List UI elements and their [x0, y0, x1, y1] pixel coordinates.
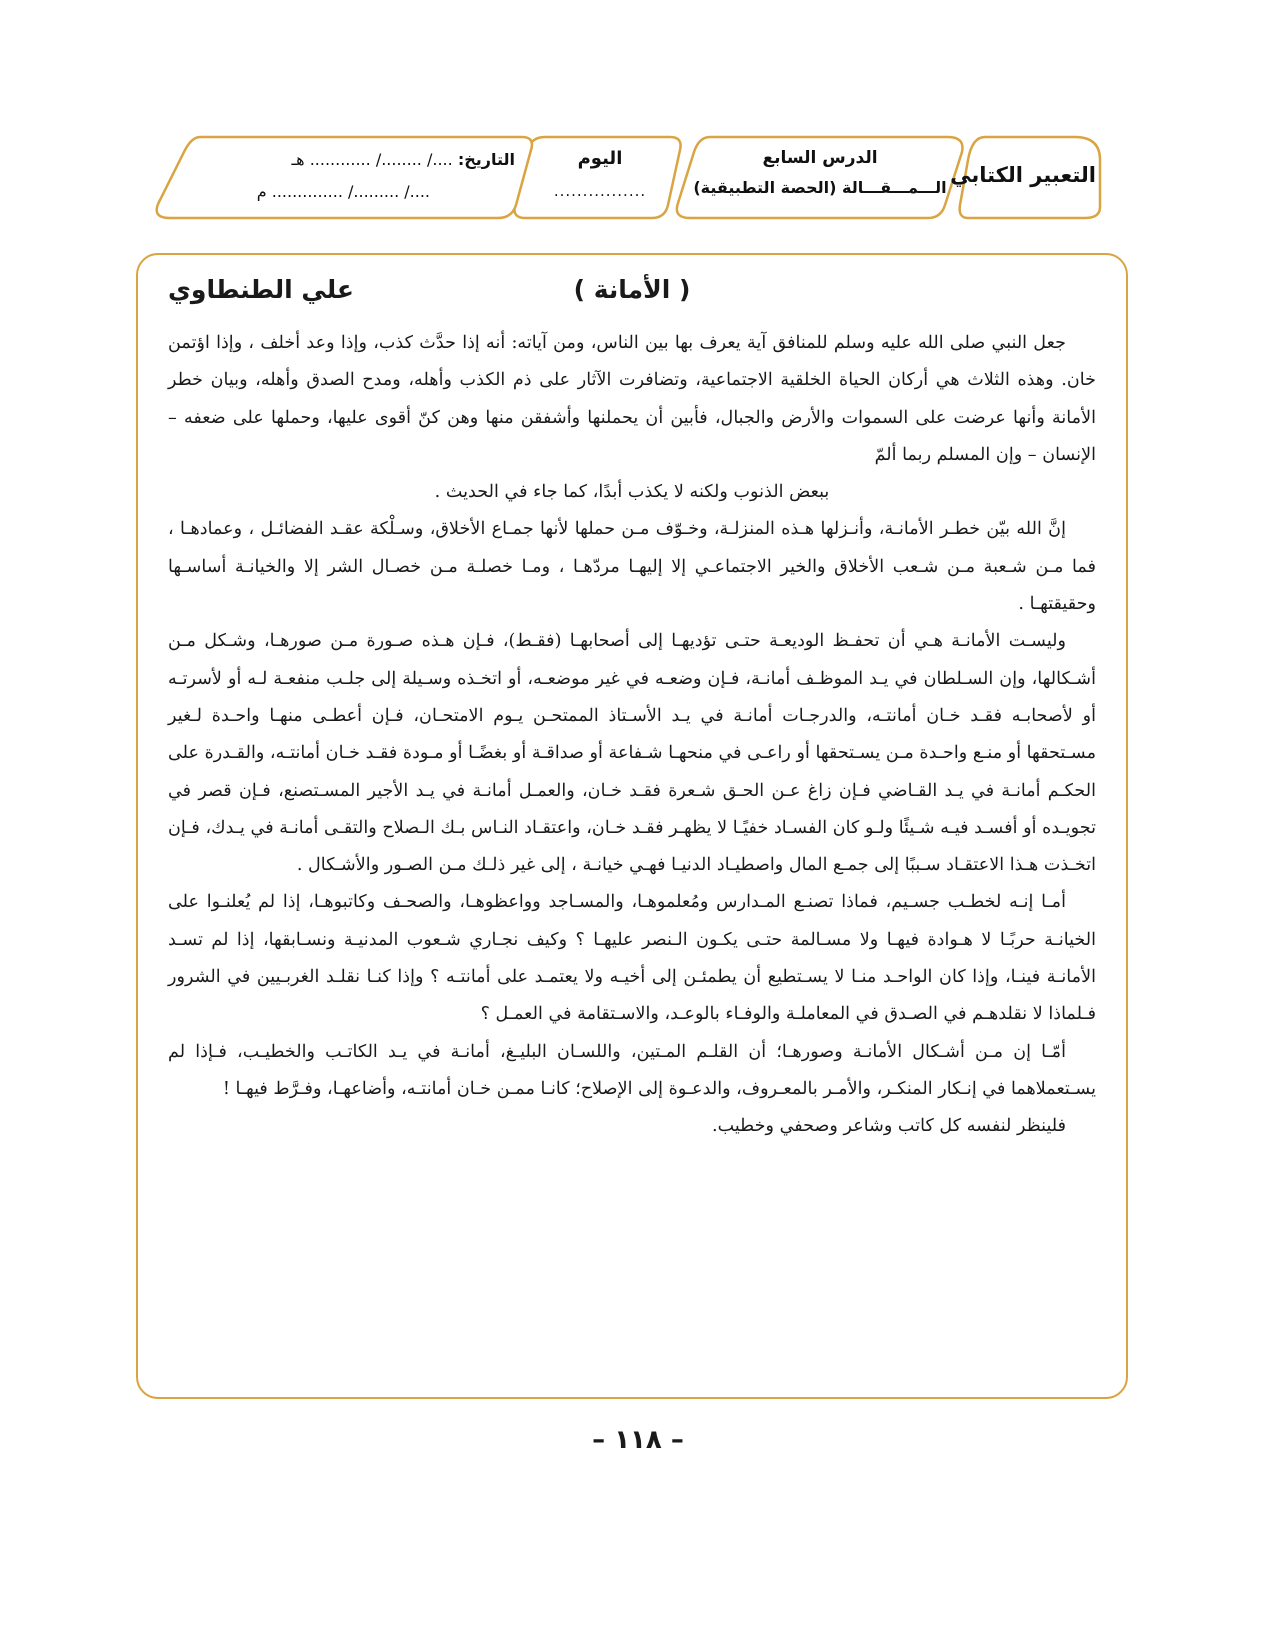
- article-author: علي الطنطاوي: [168, 275, 354, 304]
- paragraph-1: جعل النبي صلى الله عليه وسلم للمنافق آية يعرف بها بين الناس، ومن آياته: أنه إذا حدَّث كذب، وإذا وعد أخلف ، وإذا اؤتمن خان. وهذه الثلاث هي أركان الحياة الخلقية الاجتماعية، وتضافرت الآثار على ذم الكذب وأهله، ومدح الصدق وأهله، وبيان خطر الأمانة وأنها عرضت على السموات والأرض والجبال، فأبين أن يحملنها وأشفقن منها وهن كنّ أقوى عليها، وحملها على ضعفه – الإنسان – وإن المسلم ربما ألمّ: [168, 333, 1096, 465]
- paragraph-1-tail: ببعض الذنوب ولكنه لا يكذب أبدًا، كما جاء في الحديث .: [434, 482, 830, 503]
- lesson-number: الدرس السابع: [762, 148, 878, 168]
- date-gregorian[interactable]: ..../ ........./ .............. م: [256, 182, 430, 201]
- lesson-title: الـــمـــقـــالة (الحصة التطبيقية): [693, 178, 947, 197]
- paragraph-3: وليسـت الأمانـة هـي أن تحفـظ الوديعـة حتـى تؤديهـا إلى أصحابهـا (فقـط)، فـإن هـذه صـورة مـن صورهـا، وشـكل مـن أشـكالها، وإن السـلطان في يـد الموظـف أمانـة، فـإن وضعـه في غير موضعـه، أو اتخـذه وسـيلة إلى جلـب منفعـة لـه أو لأسرتـه أو لأصحابـه فقـد خـان أمانتـه، والدرجـات أمانـة في يـد الأسـتاذ الممتحـن يـوم الامتحـان، فـإن أعطـى منهـا واحـدة لـغير مسـتحقها أو منـع واحـدة مـن يسـتحقها أو راعـى في منحهـا شـفاعة أو صداقـة أو بغضًـا أو مـودة فقـد خـان أمانتـه، والقـدرة على الحكـم أمانـة في يـد القـاضي فـإن زاغ عـن الحـق شـعرة فقـد خـان، والعمـل أمانـة في يـد الأجير المسـتصنع، فـإن قصر في تجويـده أو أفسـد فيـه شـيئًا ولـو كان الفسـاد خفيًـا لا يظهـر فقـد خـان، واعتقـاد النـاس بـك الـصلاح والتقـى أمانـة في يـدك، فـإن اتخـذت هـذا الاعتقـاد سـببًا إلى جمـع المال واصطيـاد الدنيـا فهـي خيانـة ، إلى غير ذلـك مـن الصـور والأشـكال .: [168, 631, 1096, 876]
- day-label: اليوم: [577, 148, 623, 169]
- article-box: [136, 253, 1128, 1399]
- date-line-hijri[interactable]: [170, 150, 515, 169]
- paragraph-closing: فلينظر لنفسه كل كاتب وشاعر وصحفي وخطيب.: [712, 1116, 1066, 1137]
- paragraph-5: أمّـا إن مـن أشـكال الأمانـة وصورهـا؛ أن القلـم المـتين، واللسـان البليـغ، أمانـة في يـد الكاتـب والخطيـب، فـإذا لم يسـتعملاهما في إنـكار المنكـر، والأمـر بالمعـروف، والدعـوة إلى الإصلاح؛ كانـا ممـن خـان أمانتـه، وأضاعهـا، وفـرَّط فيهـا !: [168, 1041, 1096, 1099]
- day-value[interactable]: ................: [553, 182, 647, 200]
- page-number: – ١١٨ –: [592, 1425, 684, 1455]
- paragraph-2: إنَّ الله بيّن خطـر الأمانـة، وأنـزلها هـذه المنزلـة، وخـوّف مـن حملها لأنها جمـاع الأخلاق، وسـلْكة عقـد الفضائـل ، وعمادهـا ، فما مـن شـعبة مـن شـعب الأخلاق والخير الاجتماعـي إلا إليهـا مردّهـا ، ومـا خصلـة مـن خصـال الشر إلا والخيانـة أساسـها وحقيقتهـا .: [168, 519, 1096, 615]
- date-label: التاريخ:: [457, 150, 515, 169]
- article-title: ( الأمانة ): [573, 275, 691, 304]
- header-frame: [0, 0, 1276, 240]
- article-body: [168, 325, 1096, 1146]
- subject-label: التعبير الكتابي: [950, 163, 1096, 187]
- article-title-row: [138, 275, 1126, 315]
- paragraph-4: أمـا إنـه لخطـب جسـيم، فماذا تصنـع المـدارس ومُعلموهـا، والمسـاجد وواعظوهـا، والصحـف وكاتبوهـا، إذا لم يُعلنـوا على الخيانـة حربًـا لا هـوادة فيهـا ولا مسـالمة حتـى يكـون الـنصر عليهـا ؟ وكيف نجـاري شـعوب المدنيـة ونسـابقها، إذا لم تسـد الأمانـة فينـا، وإذا كان الواحـد منـا لا يسـتطيع أن يطمئـن إلى أخيـه ولا يعتمـد على أمانتـه ؟ وإذا كنـا نقلـد الغربـيين في الشرور فـلماذا لا نقلدهـم في الصـدق في المعاملـة والوفـاء بالوعـد، والاسـتقامة في العمـل ؟: [168, 892, 1096, 1025]
- date-hijri: ..../ ......../ ............ هـ: [291, 150, 453, 169]
